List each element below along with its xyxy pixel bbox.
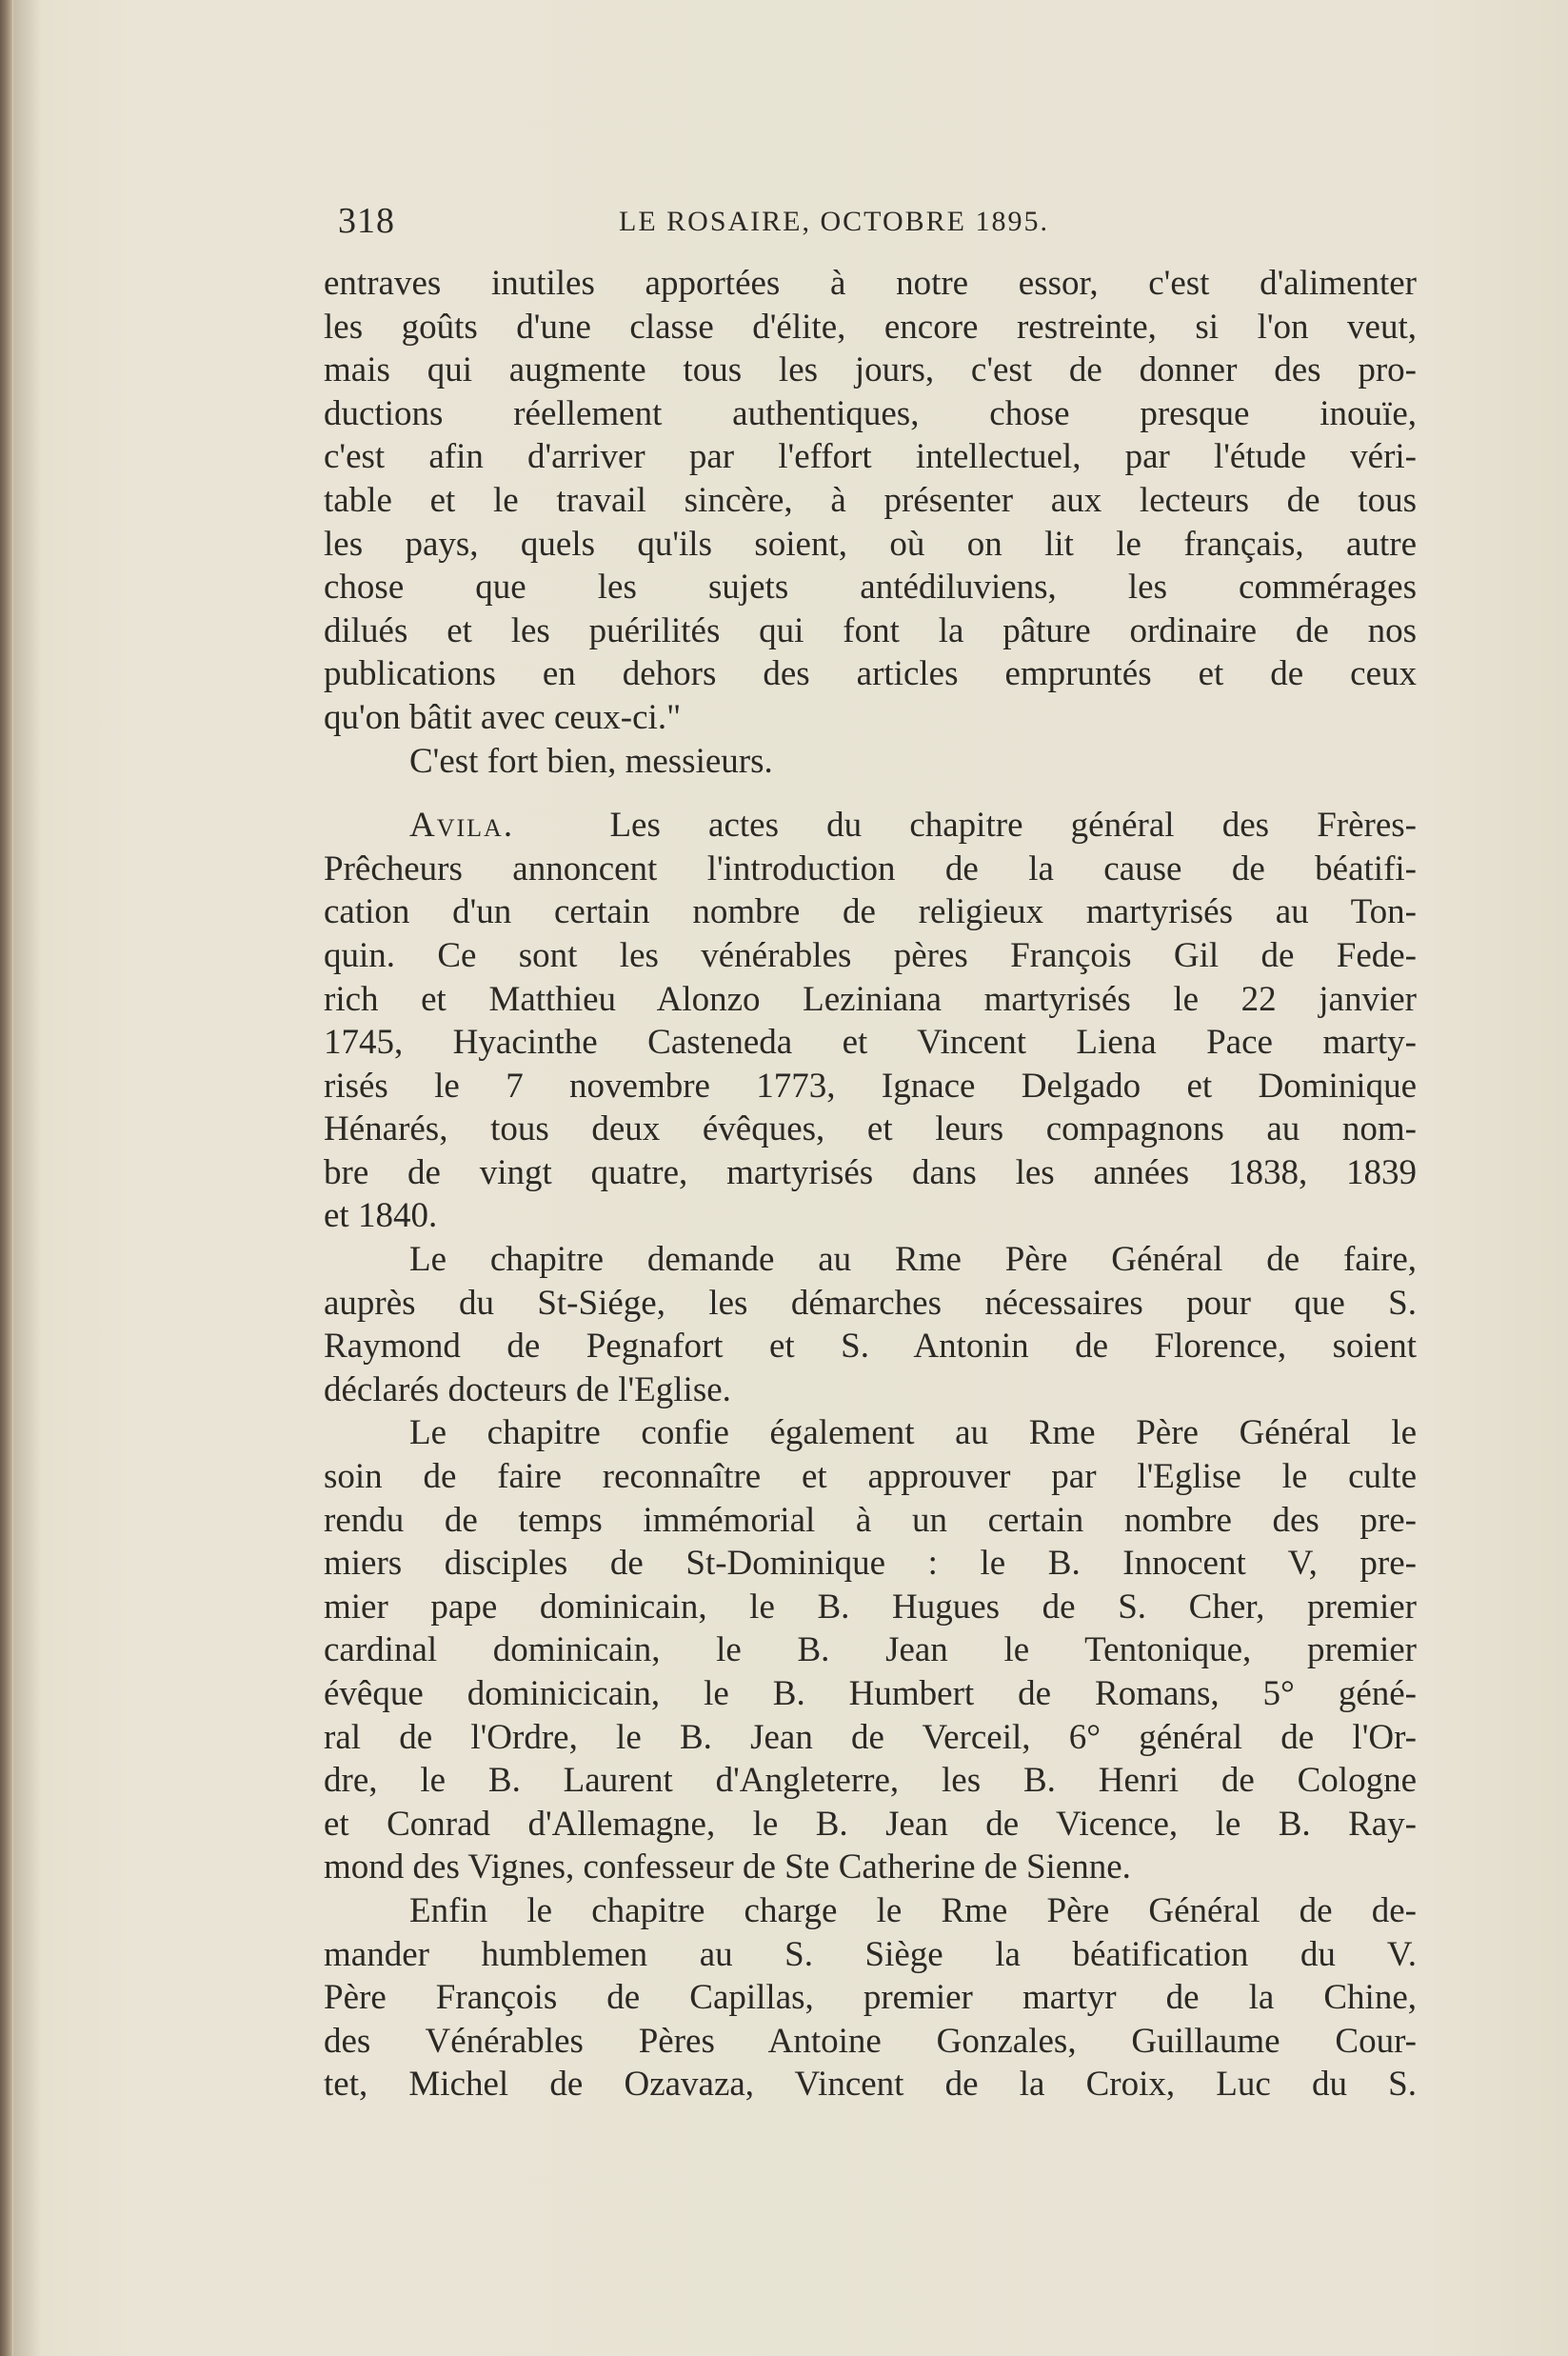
paragraph-6 [324, 1889, 1417, 2106]
text-line: c'est afin d'arriver par l'effort intellectuel, par l'étude véri- [324, 437, 1417, 477]
text-line: ral de l'Ordre, le B. Jean de Verceil, 6° général de l'Or- [324, 1717, 1417, 1757]
spine-shadow [13, 0, 42, 2356]
text-line: table et le travail sincère, à présenter aux lecteurs de tous [324, 480, 1417, 520]
text-line: C'est fort bien, messieurs. [409, 741, 773, 781]
text-line: mond des Vignes, confesseur de Ste Catherine de Sienne. [324, 1847, 1131, 1887]
text-line: rich et Matthieu Alonzo Leziniana martyrisés le 22 janvier [324, 979, 1417, 1019]
section-lead-avila: Avila. [409, 806, 515, 846]
text-line: les goûts d'une classe d'élite, encore restreinte, si l'on veut, [324, 307, 1417, 347]
paragraph-1 [324, 262, 1417, 740]
text-line: évêque dominicicain, le B. Humbert de Romans, 5° géné- [324, 1674, 1417, 1713]
text-line: tet, Michel de Ozavaza, Vincent de la Croix, Luc du S. [324, 2065, 1417, 2105]
text-line: mander humblemen au S. Siège la béatification du V. [324, 1934, 1417, 1974]
text-line: et Conrad d'Allemagne, le B. Jean de Vicence, le B. Ray- [324, 1804, 1417, 1844]
text-line: entraves inutiles apportées à notre essor, c'est d'alimenter [324, 264, 1417, 303]
text-line: mier pape dominicain, le B. Hugues de S. Cher, premier [324, 1587, 1417, 1627]
running-head: LE ROSAIRE, OCTOBRE 1895. [619, 206, 1049, 237]
text-line [324, 804, 1417, 848]
paragraph-5 [324, 1411, 1417, 1889]
text-line: cation d'un certain nombre de religieux martyrisés au Ton- [324, 892, 1417, 932]
body-text [324, 262, 1417, 2106]
text-line: Raymond de Pegnafort et S. Antonin de Florence, soient [324, 1327, 1417, 1367]
text-line: Père François de Capillas, premier martyr de la Chine, [324, 1978, 1417, 2018]
text-line: 1745, Hyacinthe Casteneda et Vincent Liena Pace marty- [324, 1023, 1417, 1063]
text-line: déclarés docteurs de l'Eglise. [324, 1369, 731, 1409]
paragraph-4 [324, 1238, 1417, 1411]
text-line: mais qui augmente tous les jours, c'est de donner des pro- [324, 350, 1417, 390]
text-line: publications en dehors des articles empruntés et de ceux [324, 654, 1417, 694]
paragraph-avila [324, 804, 1417, 1238]
text-line: Prêcheurs annoncent l'introduction de la cause de béatifi- [324, 849, 1417, 888]
text-line: auprès du St-Siége, les démarches nécessaires pour que S. [324, 1283, 1417, 1323]
text-line: risés le 7 novembre 1773, Ignace Delgado et Dominique [324, 1066, 1417, 1106]
text-line: Enfin le chapitre charge le Rme Père Général de de- [409, 1890, 1417, 1930]
text-line: Le chapitre confie également au Rme Père Général le [409, 1413, 1417, 1453]
text-line: bre de vingt quatre, martyrisés dans les années 1838, 1839 [324, 1152, 1417, 1192]
text-line: ductions réellement authentiques, chose presque inouïe, [324, 393, 1417, 433]
text-fragment: Les actes du chapitre général des Frères- [609, 806, 1417, 846]
page-number: 318 [338, 201, 395, 241]
book-binding-edge [0, 0, 13, 2356]
text-line: Le chapitre demande au Rme Père Général de faire, [409, 1240, 1417, 1280]
paragraph-2 [324, 740, 1417, 784]
text-line: chose que les sujets antédiluviens, les commérages [324, 568, 1417, 608]
paragraph-gap [324, 783, 1417, 804]
text-line: cardinal dominicain, le B. Jean le Tentonique, premier [324, 1630, 1417, 1670]
text-line: les pays, quels qu'ils soient, où on lit le français, autre [324, 524, 1417, 564]
text-line: miers disciples de St-Dominique : le B. Innocent V, pre- [324, 1544, 1417, 1584]
page-header [338, 200, 1195, 248]
text-line: dre, le B. Laurent d'Angleterre, les B. Henri de Cologne [324, 1761, 1417, 1801]
text-line: soin de faire reconnaître et approuver par l'Eglise le culte [324, 1457, 1417, 1497]
text-line: rendu de temps immémorial à un certain nombre des pre- [324, 1500, 1417, 1540]
text-line: qu'on bâtit avec ceux-ci." [324, 697, 682, 737]
text-line: quin. Ce sont les vénérables pères François Gil de Fede- [324, 935, 1417, 975]
text-line: Hénarés, tous deux évêques, et leurs compagnons au nom- [324, 1109, 1417, 1149]
text-line: des Vénérables Pères Antoine Gonzales, Guillaume Cour- [324, 2021, 1417, 2061]
text-line: et 1840. [324, 1196, 438, 1236]
text-line: dilués et les puérilités qui font la pâture ordinaire de nos [324, 610, 1417, 650]
